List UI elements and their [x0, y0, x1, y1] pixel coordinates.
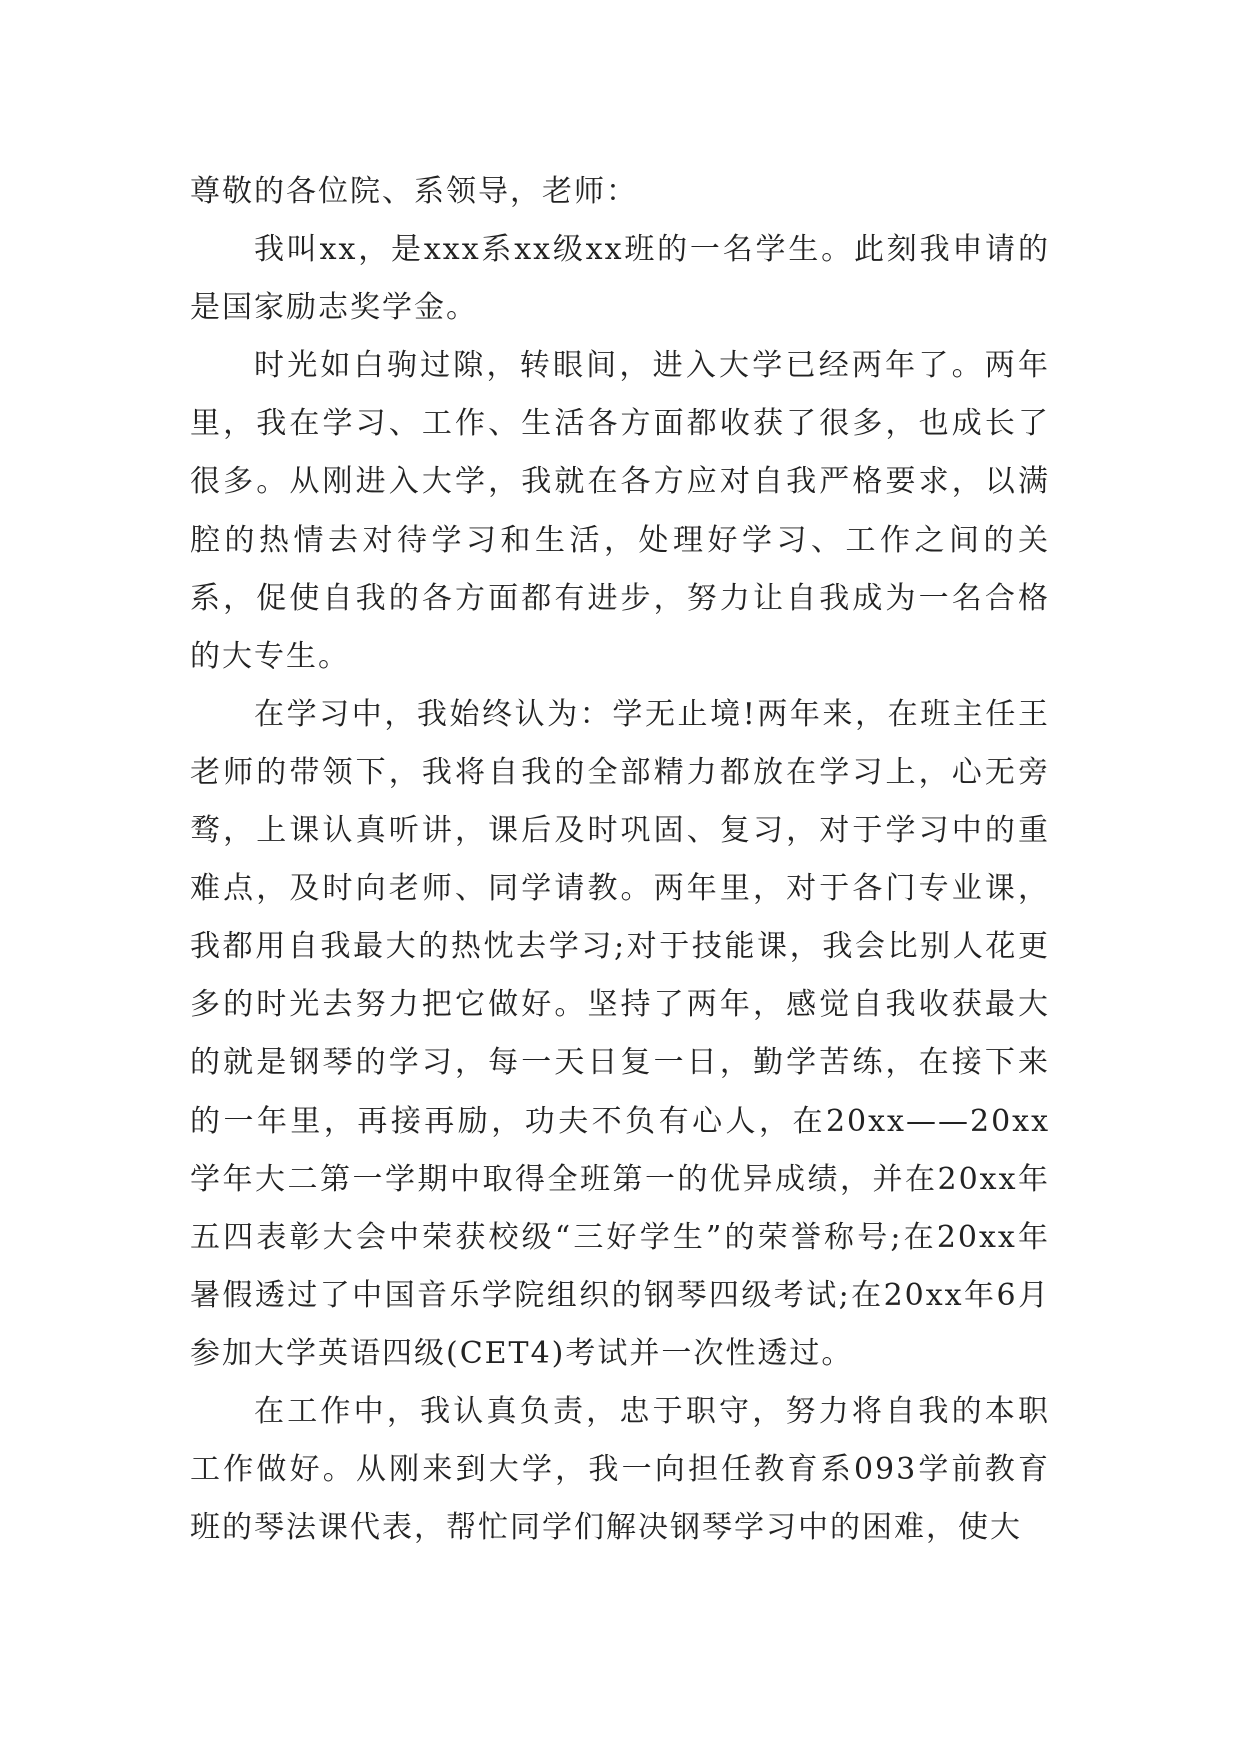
document-body	[190, 163, 1050, 1557]
paragraph-overview: 时光如白驹过隙，转眼间，进入大学已经两年了。两年里，我在学习、工作、生活各方面都收获了很多，也成长了很多。从刚进入大学，我就在各方应对自我严格要求，以满腔的热情去对待学习和生活，处理好学习、工作之间的关系，促使自我的各方面都有进步，努力让自我成为一名合格的大专生。	[190, 348, 1050, 674]
paragraph-work: 在工作中，我认真负责，忠于职守，努力将自我的本职工作做好。从刚来到大学，我一向担任教育系093学前教育班的琴法课代表，帮忙同学们解决钢琴学习中的困难，使大	[190, 1393, 1050, 1546]
salutation: 尊敬的各位院、系领导，老师：	[190, 174, 638, 209]
paragraph-study: 在学习中，我始终认为：学无止境!两年来，在班主任王老师的带领下，我将自我的全部精力都放在学习上，心无旁骛，上课认真听讲，课后及时巩固、复习，对于学习中的重难点，及时向老师、同学请教。两年里，对于各门专业课，我都用自我最大的热忱去学习;对于技能课，我会比别人花更多的时光去努力把它做好。坚持了两年，感觉自我收获最大的就是钢琴的学习，每一天日复一日，勤学苦练，在接下来的一年里，再接再励，功夫不负有心人，在20xx——20xx学年大二第一学期中取得全班第一的优异成绩，并在20xx年五四表彰大会中荣获校级“三好学生”的荣誉称号;在20xx年暑假透过了中国音乐学院组织的钢琴四级考试;在20xx年6月参加大学英语四级(CET4)考试并一次性透过。	[190, 696, 1050, 1371]
paragraph-application-intro: 我叫xx，是xxx系xx级xx班的一名学生。此刻我申请的是国家励志奖学金。	[190, 232, 1050, 326]
